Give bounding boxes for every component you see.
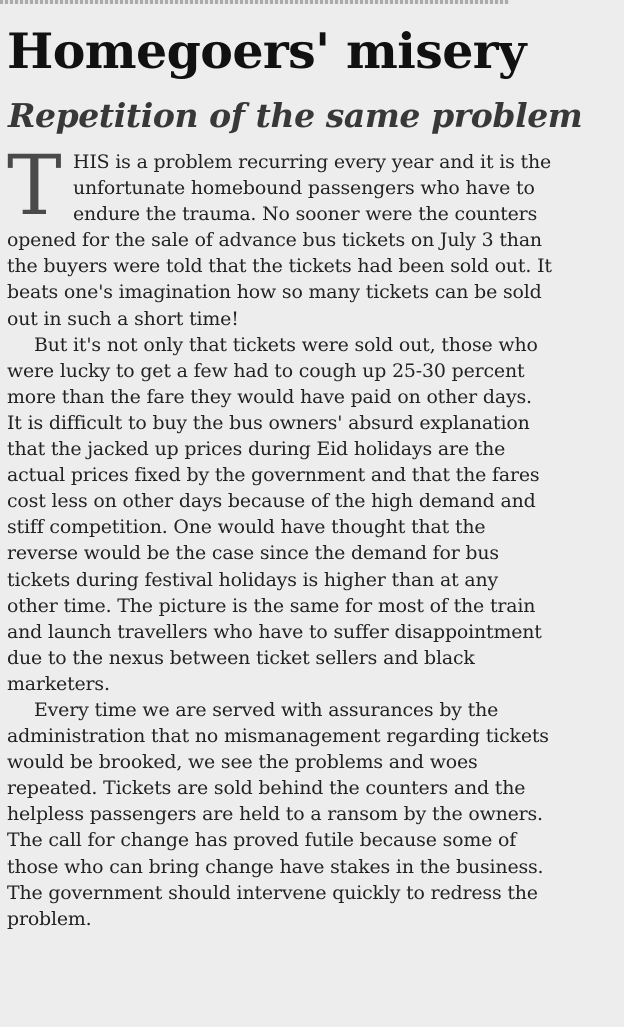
article-line: marketers. (7, 672, 110, 695)
headline: Homegoers' misery (7, 22, 526, 80)
article-line: due to the nexus between ticket sellers and black (7, 646, 475, 669)
article-line: reverse would be the case since the demand for bus (7, 542, 499, 565)
article-line: repeated. Tickets are sold behind the counters and the (7, 777, 526, 800)
article-line: unfortunate homebound passengers who have to (73, 177, 535, 200)
article-line: that the jacked up prices during Eid holidays are the (7, 438, 506, 461)
article-line: helpless passengers are held to a ransom by the owners. (7, 803, 543, 826)
article-line: those who can bring change have stakes in the business. (7, 855, 544, 878)
article-line: stiff competition. One would have thought that the (7, 516, 486, 539)
article-line: more than the fare they would have paid on other days. (7, 385, 532, 408)
article-body (7, 139, 617, 932)
article-line: and launch travellers who have to suffer disappointment (7, 620, 542, 643)
article-line: opened for the sale of advance bus tickets on July 3 than (7, 229, 542, 252)
article-line: The government should intervene quickly to redress the (7, 881, 538, 904)
article-line: HIS is a problem recurring every year and it is the (73, 151, 552, 173)
article-line: other time. The picture is the same for most of the train (7, 594, 536, 617)
article-line: But it's not only that tickets were sold out, those who (34, 333, 538, 356)
article-line: beats one's imagination how so many tickets can be sold (7, 281, 542, 304)
article-line: the buyers were told that the tickets had been sold out. It (7, 255, 552, 278)
subheadline: Repetition of the same problem (8, 96, 583, 135)
article-line: administration that no mismanagement regarding tickets (7, 725, 549, 748)
article-line: would be brooked, we see the problems and woes (7, 751, 478, 774)
article-line: It is difficult to buy the bus owners' absurd explanation (7, 411, 530, 434)
article-line: cost less on other days because of the high demand and (7, 490, 536, 513)
article-line: problem. (7, 907, 92, 930)
article-line: tickets during festival holidays is higher than at any (7, 568, 499, 591)
article-line: were lucky to get a few had to cough up 25-30 percent (7, 359, 525, 382)
article-line: out in such a short time! (7, 307, 239, 330)
drop-cap: T (7, 139, 62, 234)
article-line: Every time we are served with assurances by the (34, 698, 499, 721)
article-line: endure the trauma. No sooner were the counters (73, 203, 538, 226)
article-line: The call for change has proved futile because some of (7, 829, 517, 852)
top-rule (0, 0, 510, 4)
article-line: actual prices fixed by the government and that the fares (7, 464, 540, 487)
